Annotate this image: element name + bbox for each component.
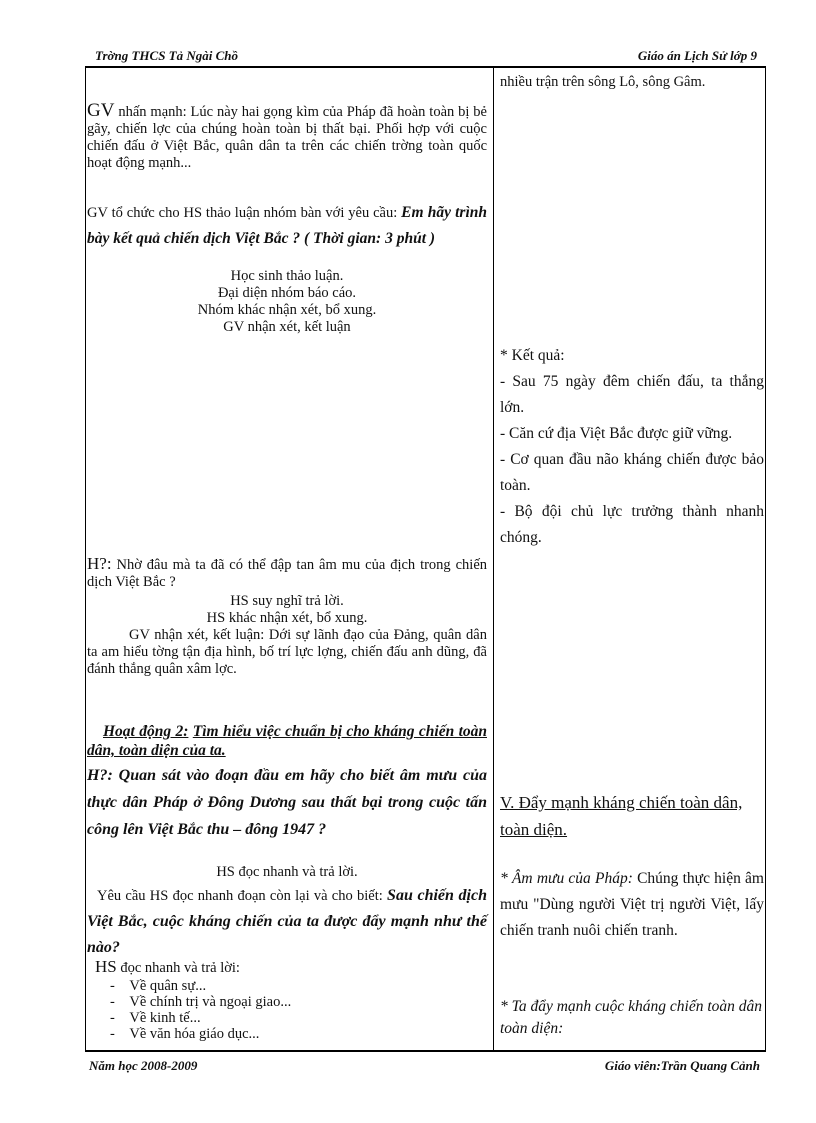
gv-group-paragraph: GV tổ chức cho HS thảo luận nhóm bàn với yêu cầu: Em hãy trình bày kết quả chiến dịch Việt Bắc ? ( Thời gian: 3 phút ) — [87, 204, 488, 247]
right-top-text: nhiều trận trên sông Lô, sông Gâm. — [500, 74, 706, 90]
section-title: V. Đẩy mạnh kháng chiến toàn dân, toàn diện. — [500, 793, 743, 839]
gv-conclusion: GV nhận xét, kết luận: Dới sự lãnh đạo của Đảng, quân dân ta am hiểu tờng tận địa hình, bố trí lực lợng, chiến đấu anh dũng, đã đánh thắng quân xâm lợc. — [87, 627, 487, 677]
results-block — [500, 343, 764, 551]
list-item: - Sau 75 ngày đêm chiến đấu, ta thắng lớn. — [500, 373, 764, 416]
result-title: * Kết quả: — [500, 347, 565, 364]
plot-paragraph: * Âm mưu của Pháp: Chúng thực hiện âm mưu "Dùng người Việt trị người Việt, lấy chiến tranh nuôi chiến tranh. — [500, 870, 764, 939]
subject-title: Giáo án Lịch Sử lớp 9 — [637, 48, 757, 63]
page-footer — [85, 1058, 765, 1076]
header-rule — [85, 66, 766, 68]
list-item: - Căn cứ địa Việt Bắc được giữ vững. — [500, 425, 733, 442]
push-paragraph: * Ta đẩy mạnh cuộc kháng chiến toàn dân toàn diện: — [500, 998, 763, 1037]
h2-question: H?: Quan sát vào đoạn đầu em hãy cho biết âm mưu của thực dân Pháp ở Đông Dương sau thất bại trong cuộc tấn công lên Việt Bắc thu – đông 1947 ? — [87, 767, 487, 838]
gv-emphasis-paragraph: GV nhấn mạnh: Lúc này hai gọng kìm của Pháp đã hoàn toàn bị bẻ gãy, chiến lợc của chúng hoàn toàn bị thất bại. Phối hợp với cuộc chiến đấu ở Việt Bắc, quân dân ta trên các chiến trờng toàn quốc hoạt động mạnh... — [87, 100, 487, 171]
list-item: - Về quân sự... — [110, 978, 207, 994]
list-item: - Bộ đội chủ lực trưởng thành nhanh chóng. — [500, 503, 764, 546]
list-item: - Về văn hóa giáo dục... — [110, 1026, 260, 1042]
h-question-paragraph: H?: Nhờ đâu mà ta đã có thể đập tan âm mu của địch trong chiến dịch Việt Bắc ? — [87, 554, 488, 590]
teacher-name: Giáo viên:Trần Quang Cảnh — [604, 1058, 760, 1073]
answer-bullets — [110, 978, 480, 1042]
school-year: Năm học 2008-2009 — [89, 1058, 198, 1073]
hs-read: HS đọc nhanh và trả lời. — [216, 864, 358, 880]
request-paragraph: Yêu cầu HS đọc nhanh đoạn còn lại và cho biết: Sau chiến dịch Việt Bắc, cuộc kháng chiến của ta được đẩy mạnh như thế nào? — [87, 887, 488, 956]
list-item: - Về kinh tế... — [110, 1010, 201, 1026]
school-name: Trờng THCS Tả Ngài Chồ — [95, 48, 239, 63]
answer-steps: HS suy nghĩ trả lời. HS khác nhận xét, bổ xung. — [206, 593, 368, 626]
table-left-border — [85, 66, 86, 1051]
page-header — [85, 48, 765, 66]
table-right-border — [765, 66, 766, 1051]
activity-heading: Hoạt động 2: Tìm hiểu việc chuẩn bị cho kháng chiến toàn dân, toàn diện của ta. — [87, 723, 487, 759]
list-item: - Về chính trị và ngoại giao... — [110, 994, 292, 1010]
table-divider — [493, 66, 494, 1051]
discussion-steps: Học sinh thảo luận. Đại diện nhóm báo cáo. Nhóm khác nhận xét, bổ xung. GV nhận xét, kết luận — [197, 268, 377, 335]
footer-rule — [85, 1050, 766, 1052]
list-item: - Cơ quan đầu não kháng chiến được bảo toàn. — [500, 451, 764, 494]
hs-answer: HS đọc nhanh và trả lời: — [95, 957, 240, 976]
